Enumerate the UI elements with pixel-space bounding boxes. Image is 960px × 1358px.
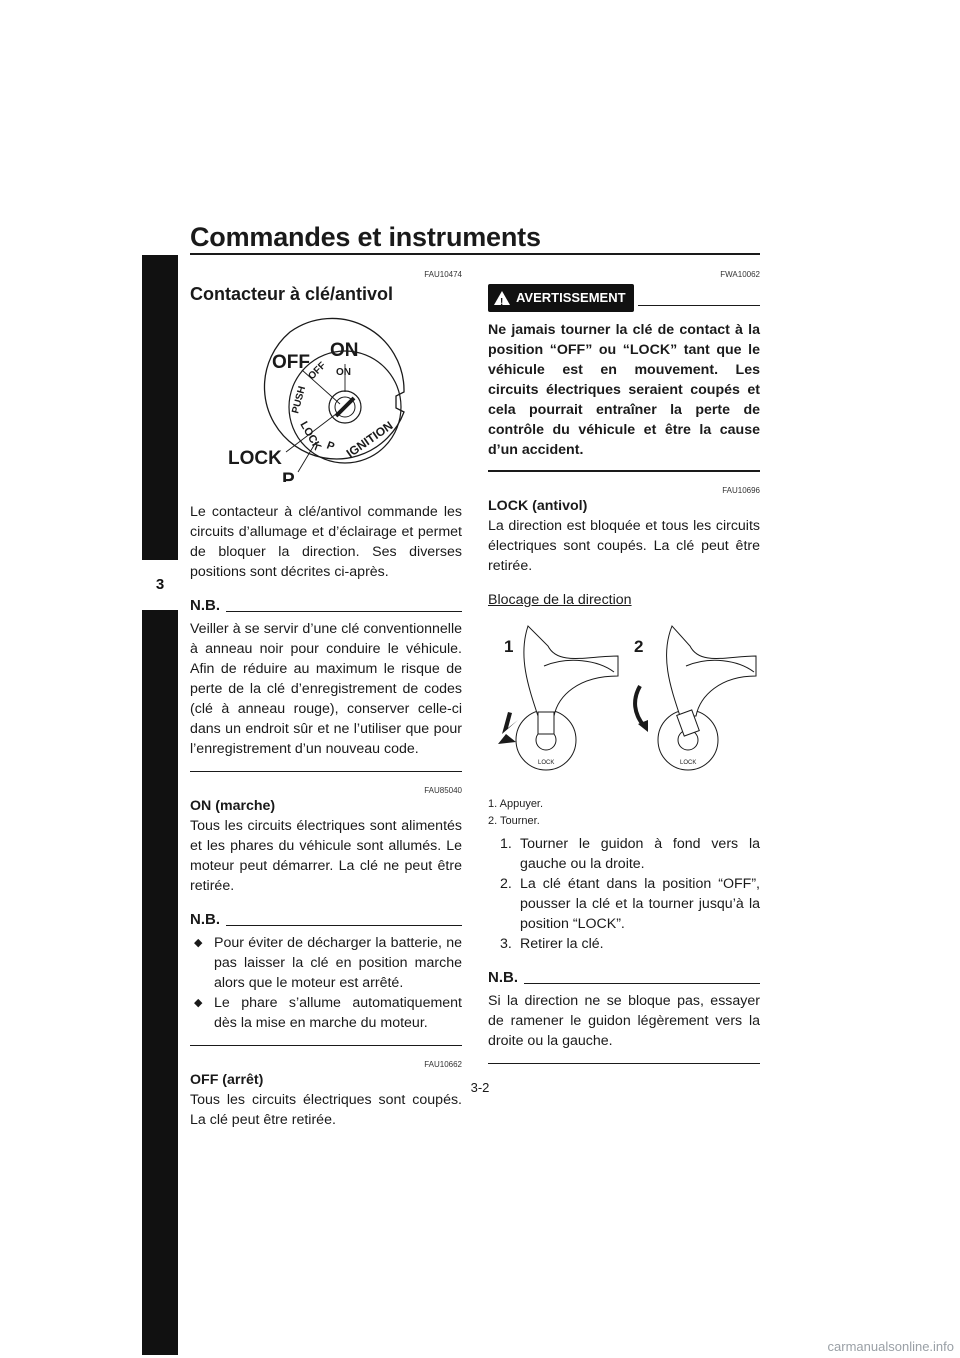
ring-label-off: OFF [306,360,329,383]
ring-label-push: PUSH [290,385,309,415]
nb-heading: N.B. [190,910,462,930]
lock-heading: LOCK (antivol) [488,498,588,514]
watermark[interactable]: carmanualsonline.info [827,1339,954,1354]
off-heading: OFF (arrêt) [190,1072,264,1088]
lock-text: La direction est bloquée et tous les circuits électriques sont coupés. La clé peut être retirée. [488,518,760,574]
ring-label-p: P [324,439,336,454]
nb-end-rule [190,771,462,772]
section-title: Contacteur à clé/antivol [190,284,394,304]
nb-text: Veiller à se servir d’une clé conventionnelle à anneau noir pour conduire le véhicule. Afin de réduire au maximum le risque de perte de la clé d’enregistrement de codes (clé à anneau rouge), conserver celle-ci dans un endroit sûr et ne l’utiliser que pour l’enregistrement d’un nouveau code. [190,621,462,757]
on-text: Tous les circuits électriques sont alimentés et les phares du véhicule sont allumés. Le moteur peut démarrer. La clé ne peut être retirée. [190,818,462,894]
figure-ring-lock-1: LOCK [538,760,555,766]
caption: 2. Tourner. [488,815,540,827]
label-off: OFF [272,352,310,373]
list-item: ◆ Le phare s’allume automatiquement dès la mise en marche du moteur. [190,993,462,1033]
figure-captions [488,796,760,830]
caption: 1. Appuyer. [488,798,544,810]
nb-end-rule [190,1045,462,1046]
chapter-number: 3 [142,560,178,610]
list-item: 1. Tourner le guidon à fond vers la gauche ou la droite. [500,836,760,872]
off-text: Tous les circuits électriques sont coupés. La clé peut être retirée. [190,1092,462,1128]
steering-lock-figure [488,616,760,786]
page-title: Commandes et instruments [190,222,541,252]
section-code: FAU10696 [722,486,760,495]
on-heading: ON (marche) [190,798,276,814]
warning-heading [488,284,760,312]
steps-list [488,834,760,954]
warning-badge: ! AVERTISSEMENT [488,284,634,312]
figure-label-2: 2 [634,637,644,656]
intro-text: Le contacteur à clé/antivol commande les circuits d’allumage et d’éclairage et permet de bloquer la direction. Ses diverses positions sont décrites ci-après. [190,504,462,580]
ring-label-ignition: IGNITION [343,418,396,461]
ring-label-lock: LOCK [297,419,324,453]
warning-icon [494,291,510,305]
section-code: FAU10474 [424,270,462,279]
nb-bullet-list [190,933,462,1033]
warning-text: Ne jamais tourner la clé de contact à la position “OFF” ou “LOCK” tant que le véhicule est en mouvement. Les circuits électriques seraient coupés et cela pourrait entraîner la perte de contrôle du véhicule et être la cause d’un accident. [488,322,760,458]
section-code: FWA10062 [720,270,760,279]
chapter-tab-bar [142,255,178,1355]
list-item: 3. Retirer la clé. [500,936,604,952]
list-item: ◆ Pour éviter de décharger la batterie, ne pas laisser la clé en position marche alors que le moteur est arrêté. [190,933,462,993]
page-number: 3-2 [470,1080,490,1095]
nb-text: Si la direction ne se bloque pas, essayer de ramener le guidon légèrement vers la droite ou la gauche. [488,993,760,1049]
nb-heading: N.B. [190,596,462,616]
label-p: P [282,470,295,482]
nb-heading: N.B. [488,968,760,988]
warning-end-rule [488,470,760,472]
list-item: 2. La clé étant dans la position “OFF”, pousser la clé et la tourner jusqu’à la position “LOCK”. [500,876,760,932]
right-column [488,270,760,1078]
label-on: ON [330,340,359,361]
title-rule [190,253,760,255]
nb-end-rule [488,1063,760,1064]
subheading: Blocage de la direction [488,592,632,608]
figure-label-1: 1 [504,637,514,656]
figure-ring-lock-2: LOCK [680,760,697,766]
ignition-switch-diagram [190,312,462,482]
left-column [190,270,462,1130]
ring-label-on: ON [336,367,351,378]
label-lock: LOCK [228,448,282,469]
section-code: FAU10662 [424,1060,462,1069]
section-code: FAU85040 [424,786,462,795]
